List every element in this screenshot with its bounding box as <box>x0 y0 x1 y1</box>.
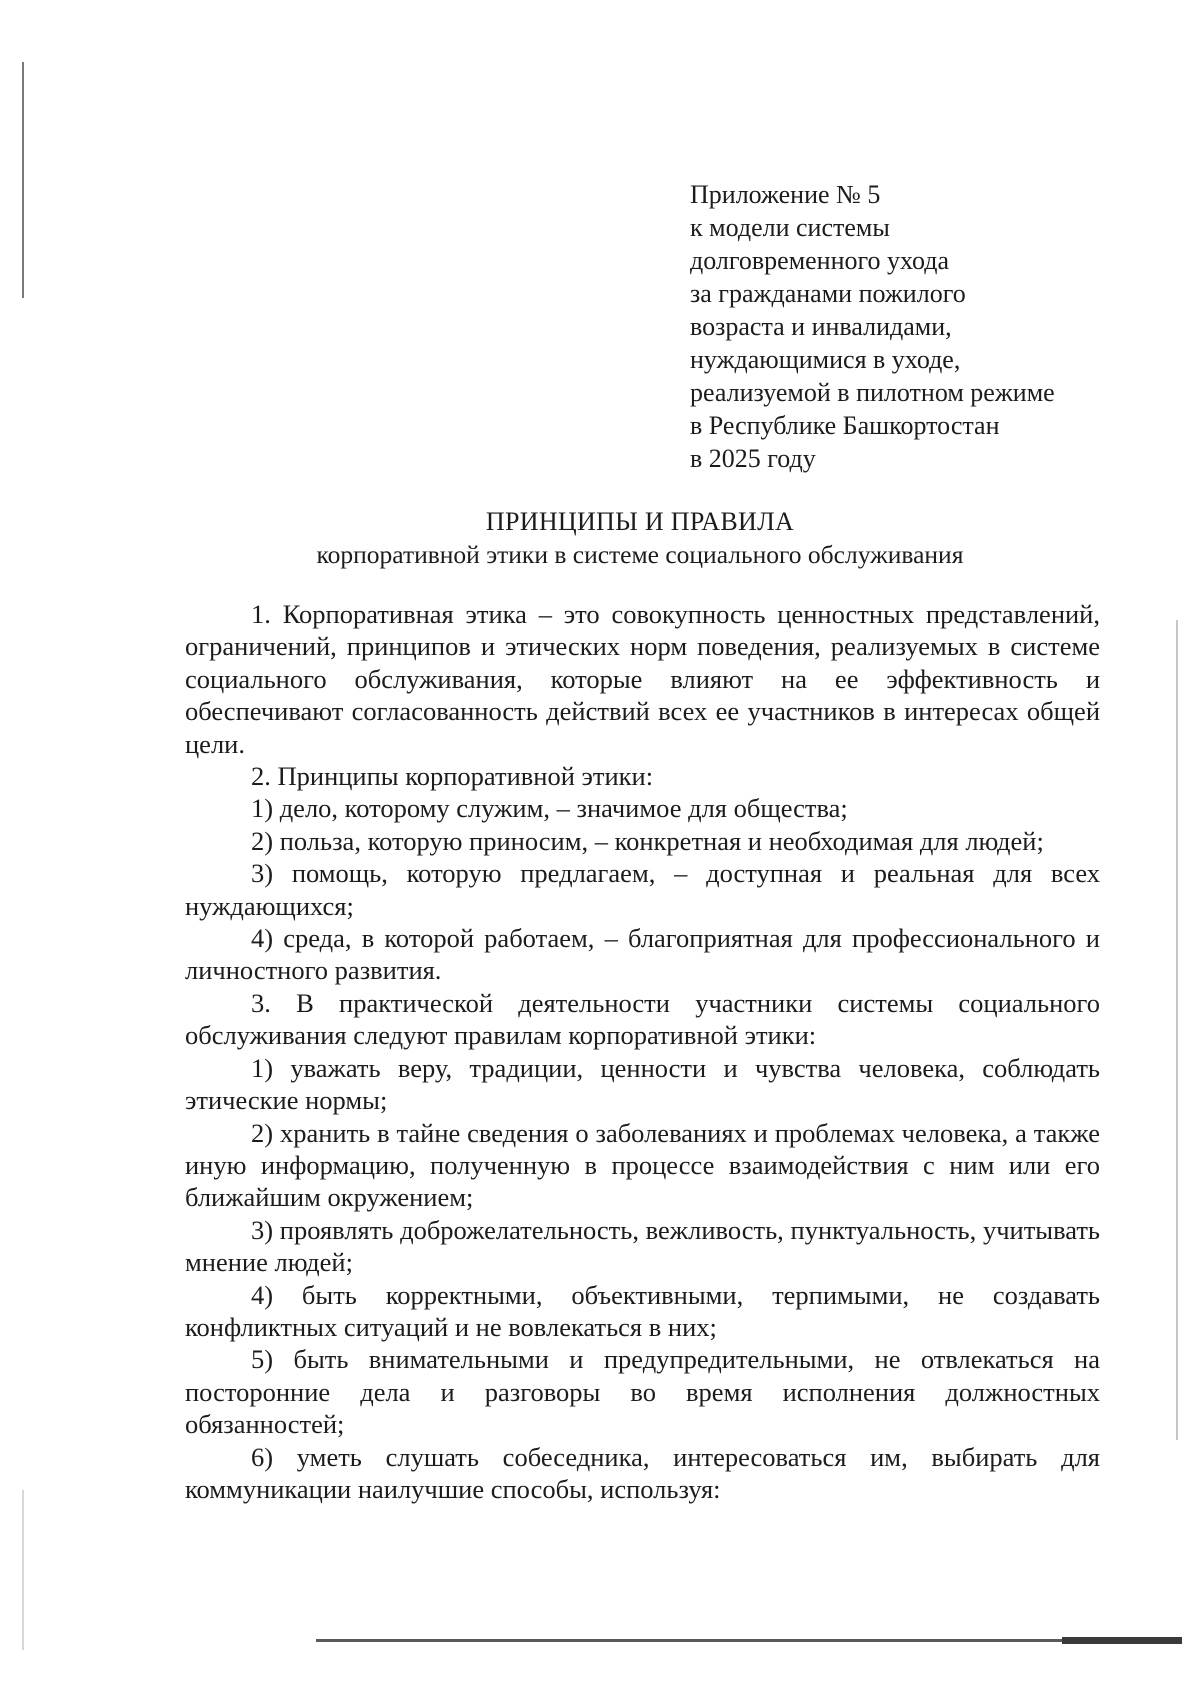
paragraph: 1) уважать веру, традиции, ценности и чувства человека, соблюдать этические нормы; <box>185 1052 1100 1116</box>
document-title: ПРИНЦИПЫ И ПРАВИЛА <box>485 507 795 536</box>
paragraph: 2. Принципы корпоративной этики: <box>251 761 654 792</box>
appendix-line: долговременного ухода <box>690 246 950 275</box>
paragraph: 5) быть внимательными и предупредительными, не отвлекаться на посторонние дела и разговоры во время исполнения должностных обязанностей; <box>185 1344 1100 1440</box>
appendix-line: к модели системы <box>690 213 890 242</box>
appendix-note <box>690 178 1055 475</box>
paragraph: 3) проявлять доброжелательность, вежливость, пунктуальность, учитывать мнение людей; <box>185 1214 1100 1278</box>
scan-edge-mark <box>22 62 24 298</box>
document-body <box>185 598 1100 1505</box>
appendix-line: в 2025 году <box>690 444 816 473</box>
appendix-line: в Республике Башкортостан <box>690 411 1000 440</box>
paragraph: 1. Корпоративная этика – это совокупность ценностных представлений, ограничений, принципов и этических норм поведения, реализуемых в системе социального обслуживания, которые влияют на ее эффективность и обеспечивают согласованность действий всех ее участников в интересах общей цели. <box>185 599 1100 759</box>
paragraph: 6) уметь слушать собеседника, интересоваться им, выбирать для коммуникации наилучшие способы, используя: <box>185 1441 1100 1504</box>
scan-bottom-line <box>316 1639 1182 1642</box>
paragraph: 4) быть корректными, объективными, терпимыми, не создавать конфликтных ситуаций и не вовлекаться в них; <box>185 1279 1100 1342</box>
document-subtitle: корпоративной этики в системе социального обслуживания <box>316 540 964 569</box>
scan-edge-mark <box>22 1490 24 1650</box>
appendix-line: нуждающимися в уходе, <box>690 345 961 374</box>
paragraph: 4) среда, в которой работаем, – благоприятная для профессионального и личностного развития. <box>185 923 1100 986</box>
paragraph: 2) хранить в тайне сведения о заболеваниях и проблемах человека, а также иную информацию, полученную в процессе взаимодействия с ним или его ближайшим окружением; <box>185 1117 1100 1213</box>
paragraph: 2) польза, которую приносим, – конкретная и необходимая для людей; <box>251 825 1044 856</box>
paragraph: 1) дело, которому служим, – значимое для общества; <box>251 793 848 824</box>
document-heading <box>185 505 1095 571</box>
appendix-line: возраста и инвалидами, <box>690 312 952 341</box>
paragraph: 3) помощь, которую предлагаем, – доступная и реальная для всех нуждающихся; <box>185 858 1100 921</box>
appendix-line: за гражданами пожилого <box>690 279 966 308</box>
paragraph: 3. В практической деятельности участники системы социального обслуживания следуют правилам корпоративной этики: <box>185 987 1100 1051</box>
appendix-line: Приложение № 5 <box>690 180 881 209</box>
appendix-line: реализуемой в пилотном режиме <box>690 378 1055 407</box>
scan-edge-mark <box>1176 620 1178 1440</box>
